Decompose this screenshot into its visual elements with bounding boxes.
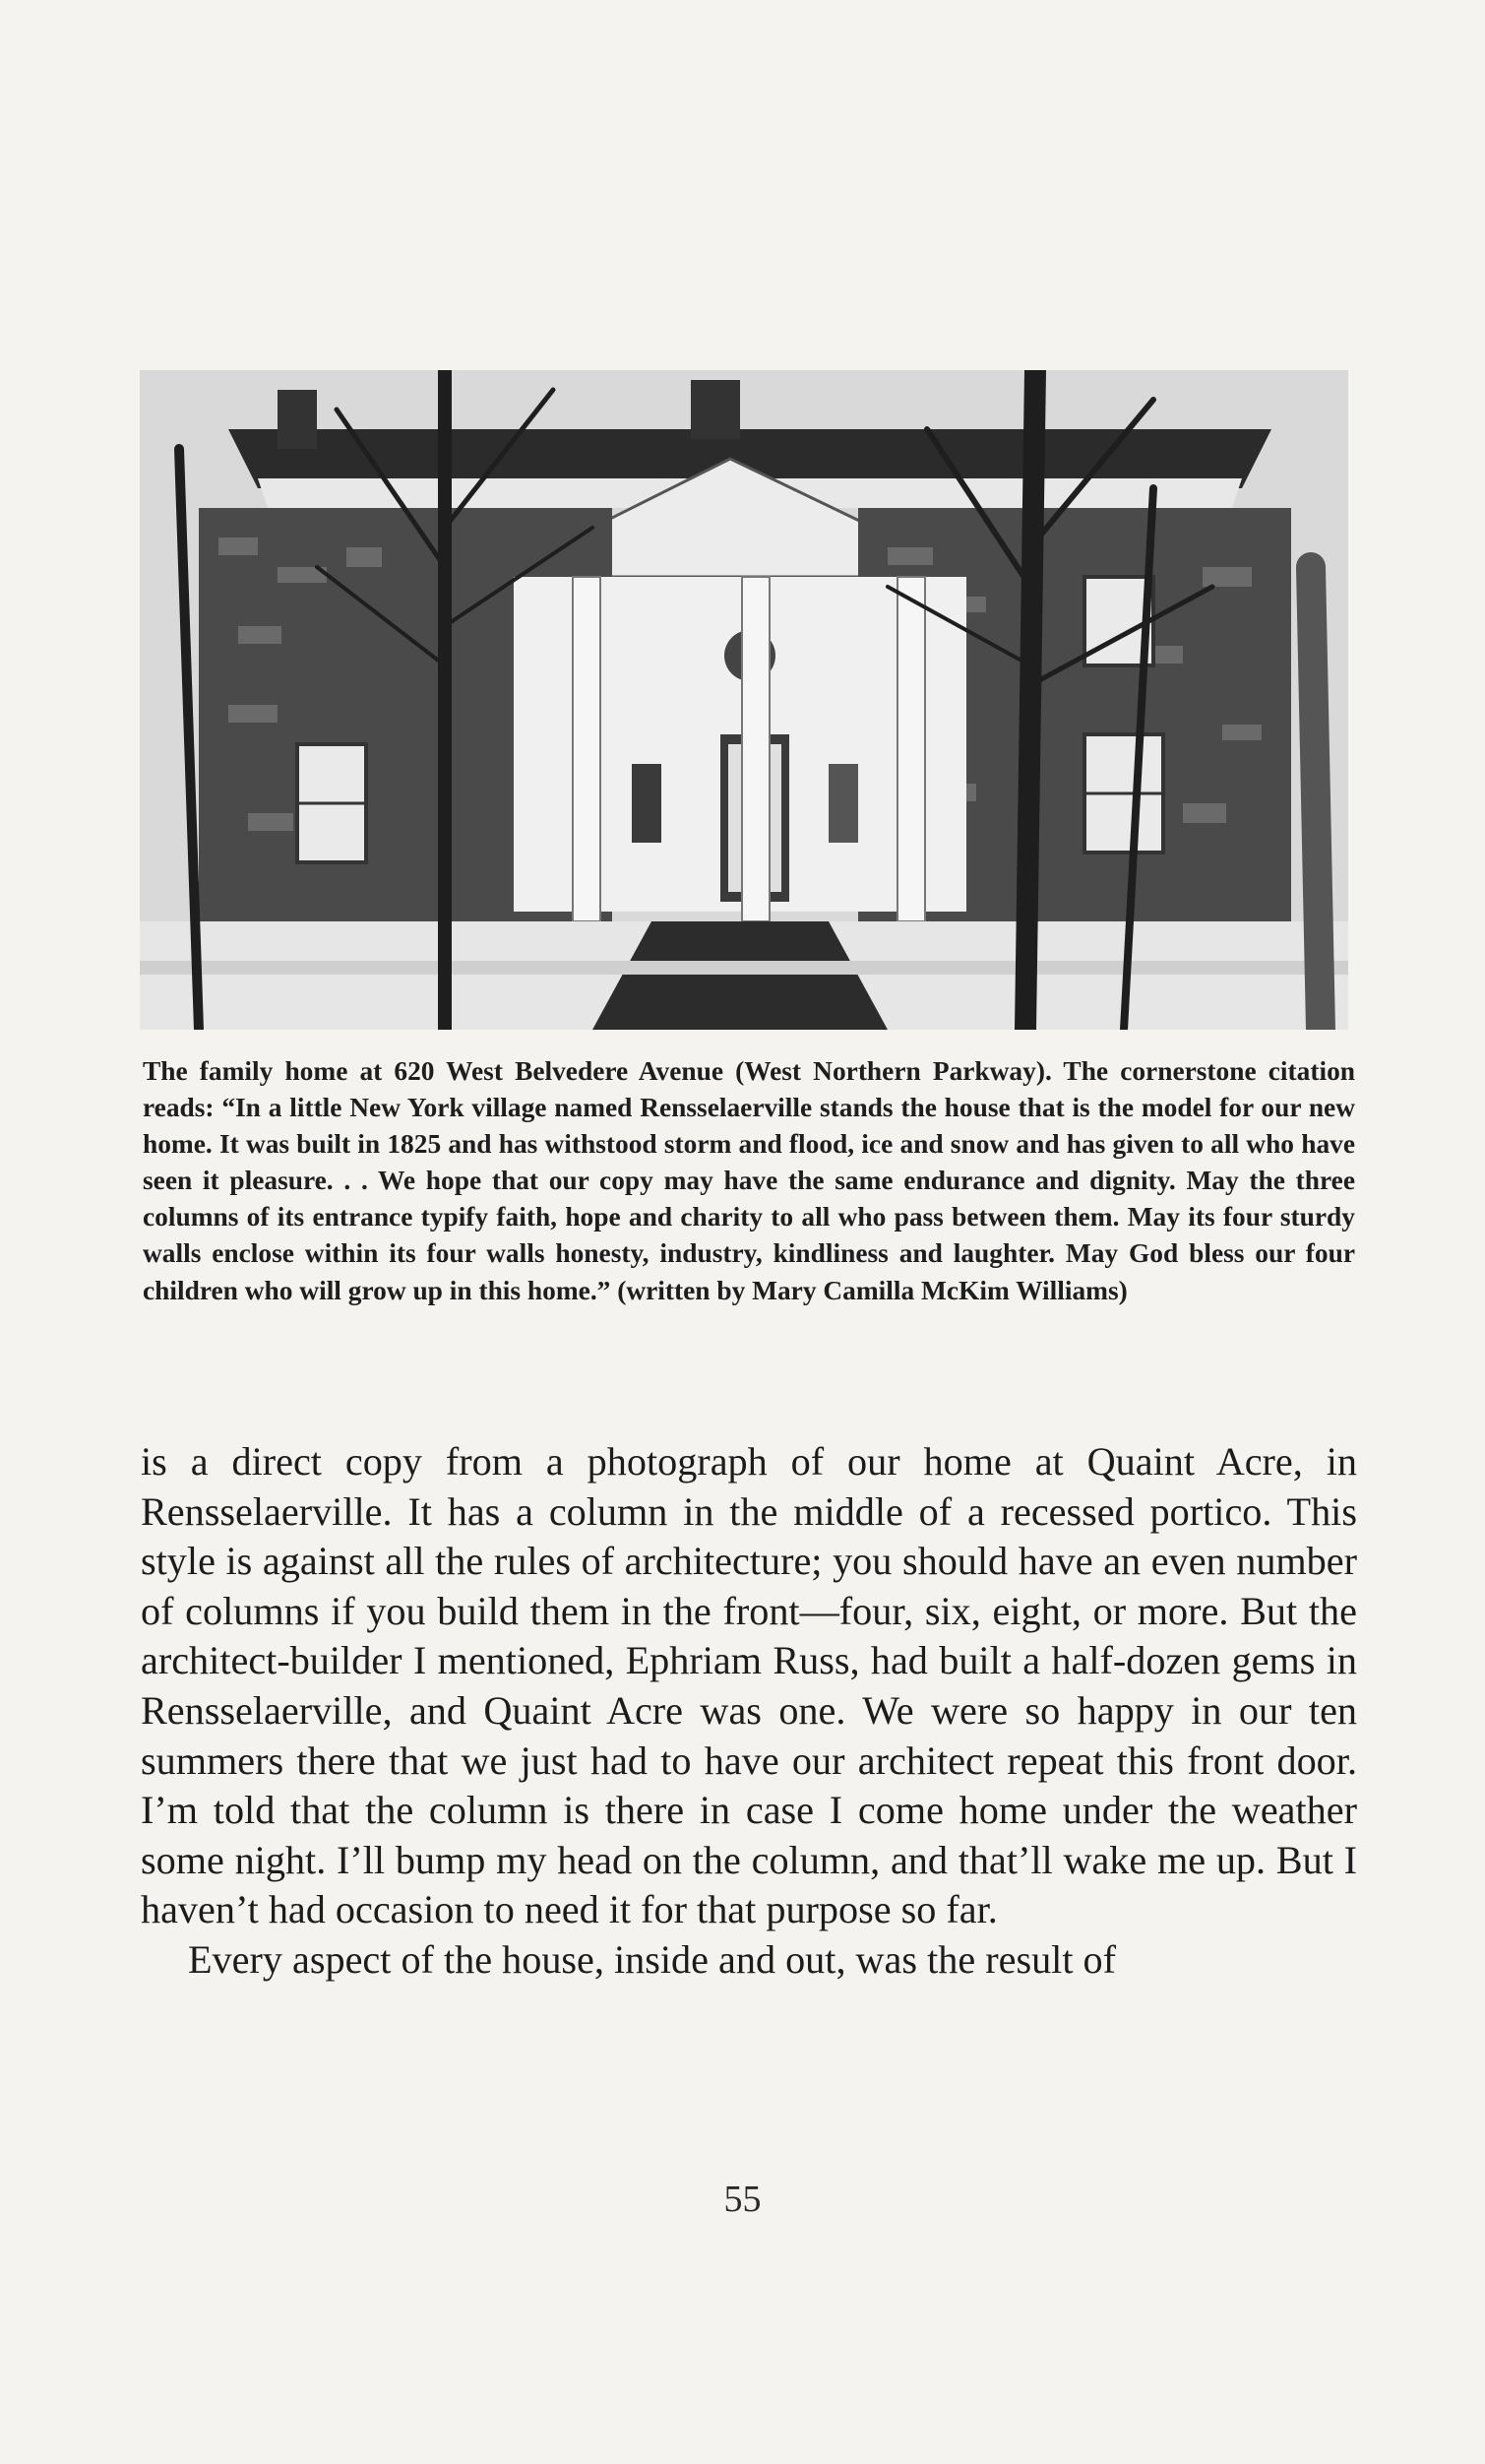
body-paragraph-1: is a direct copy from a photograph of our home at Quaint Acre, in Rensselaerville. It has a column in the middle of a recessed portico. This style is against all the rules of architecture; you should have an even number of columns if you build them in the front—four, six, eight, or more. But the architect-builder I mentioned, Ephriam Russ, had built a half-dozen gems in Rensselaerville, and Quaint Acre was one. We were so happy in our ten summers there that we just had to have our architect repeat this front door. I’m told that the column is there in case I come home under the weather some night. I’ll bump my head on the column, and that’ll wake me up. But I haven’t had occasion to need it for that purpose so far. xyxy=(141,1439,1357,1932)
photo-caption: The family home at 620 West Belvedere Avenue (West Northern Parkway). The cornerstone citation reads: “In a little New York village named Rensselaerville stands the house that is the model for our new home. It was built in 1825 and has withstood storm and flood, ice and snow and has given to all who have seen it pleasure. . . We hope that our copy may have the same endurance and dignity. May the three columns of its entrance typify faith, hope and charity to all who pass between them. May its four sturdy walls enclose within its four walls honesty, industry, kindliness and laughter. May God bless our four children who will grow up in this home.” (written by Mary Camilla McKim Williams) xyxy=(143,1056,1355,1305)
house-photograph xyxy=(140,370,1348,1030)
page-number: 55 xyxy=(723,2179,762,2220)
body-paragraph-2: Every aspect of the house, inside and out, was the result of xyxy=(188,1936,1117,1982)
body-text xyxy=(141,1437,1357,1986)
